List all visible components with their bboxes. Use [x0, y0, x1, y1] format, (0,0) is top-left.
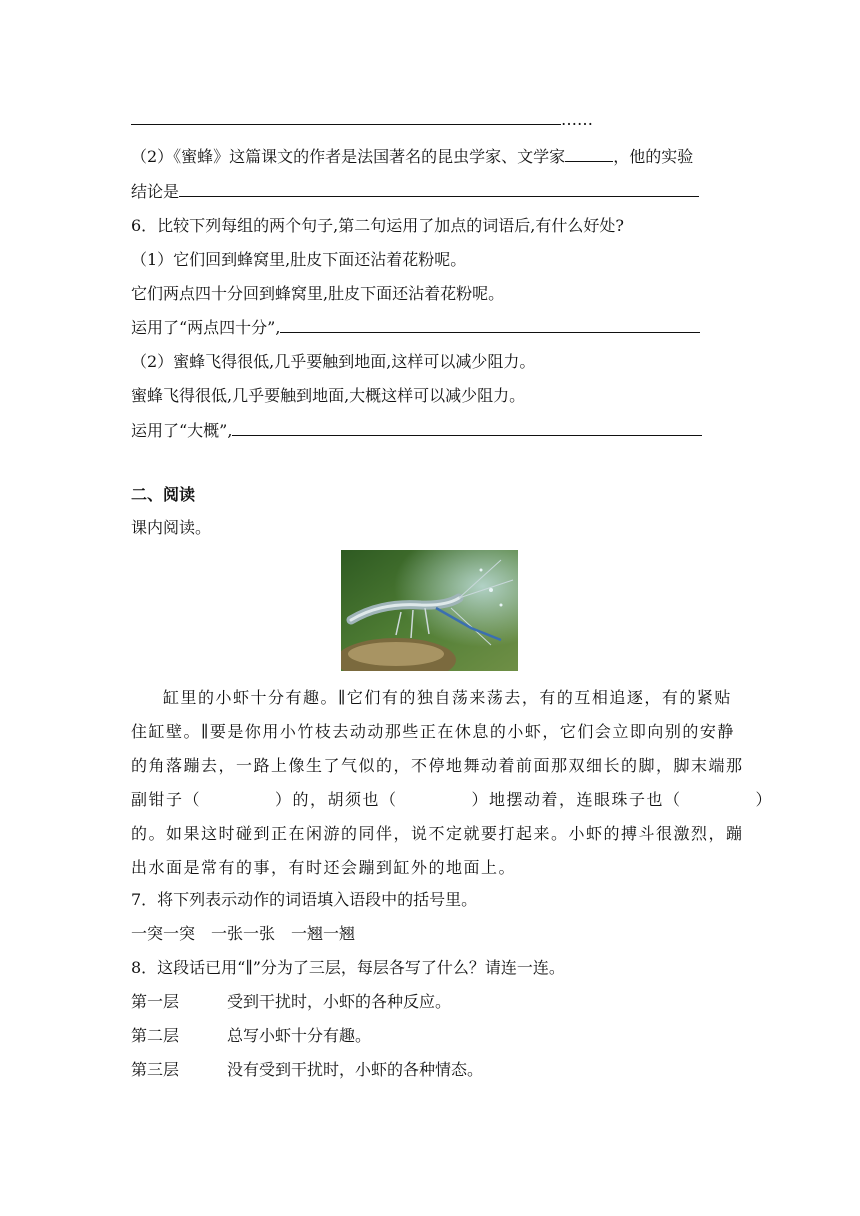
match-row-1: [131, 992, 451, 1012]
passage-line-6: 出水面是常有的事，有时还会蹦到缸外的地面上。: [131, 858, 517, 877]
answer-line-1: [131, 318, 700, 338]
answer-blank-2[interactable]: [232, 421, 702, 436]
layer-label-2[interactable]: 第二层: [131, 1026, 180, 1045]
match-row-3: [131, 1060, 483, 1080]
passage-line-2: 住缸壁。∥要是你用小竹枝去动动那些正在休息的小虾，它们会立即向别的安静: [131, 722, 735, 741]
ellipsis: ……: [561, 110, 593, 129]
section-2-subtitle: 课内阅读。: [131, 518, 212, 537]
conclusion-blank[interactable]: [179, 182, 699, 197]
conclusion-label: 结论是: [131, 182, 180, 201]
author-blank[interactable]: [565, 147, 613, 162]
answer-underline[interactable]: [131, 110, 561, 125]
sentence-1b: 它们两点四十分回到蜂窝里,肚皮下面还沾着花粉呢。: [131, 284, 505, 303]
question-8-title: 8．这段话已用“∥”分为了三层，每层各写了什么？请连一连。: [131, 958, 565, 977]
question-text: （2）《蜜蜂》这篇课文的作者是法国著名的昆虫学家、文学家: [131, 147, 566, 166]
passage-line-5: 的。如果这时碰到正在闲游的同伴，说不定就要打起来。小虾的搏斗很激烈，蹦: [131, 824, 744, 843]
sentence-2b: 蜜蜂飞得很低,几乎要触到地面,大概这样可以减少阻力。: [131, 386, 526, 405]
passage-line-1: 缸里的小虾十分有趣。∥它们有的独自荡来荡去，有的互相追逐，有的紧贴: [163, 688, 732, 707]
passage-text-d: ）: [755, 790, 774, 809]
question-7-words: 一突一突 一张一张 一翘一翘: [131, 924, 356, 943]
layer-desc-2[interactable]: 总写小虾十分有趣。: [227, 1026, 372, 1045]
layer-desc-3[interactable]: 没有受到干扰时，小虾的各种情态。: [227, 1060, 484, 1079]
layer-desc-1[interactable]: 受到干扰时，小虾的各种反应。: [227, 992, 452, 1011]
sentence-2a: （2）蜜蜂飞得很低,几乎要触到地面,这样可以减少阻力。: [131, 352, 536, 371]
section-2-title: 二、阅读: [131, 485, 196, 504]
shrimp-photo: [341, 550, 518, 671]
question-text-end: ，他的实验: [613, 147, 694, 166]
question-7-title: 7．将下列表示动作的词语填入语段中的括号里。: [131, 890, 478, 909]
answer-blank-1[interactable]: [280, 318, 700, 333]
question-5-2: [131, 147, 693, 167]
sentence-1a: （1）它们回到蜂窝里,肚皮下面还沾着花粉呢。: [131, 250, 467, 269]
question-6-title: 6．比较下列每组的两个句子,第二句运用了加点的词语后,有什么好处?: [131, 216, 624, 235]
layer-label-1[interactable]: 第一层: [131, 992, 180, 1011]
answer-label-2: 运用了“大概”,: [131, 421, 233, 440]
answer-label-1: 运用了“两点四十分”,: [131, 318, 281, 337]
passage-line-3: 的角落蹦去，一路上像生了气似的，不停地舞动着前面那双细长的脚，脚末端那: [131, 756, 744, 775]
layer-label-3[interactable]: 第三层: [131, 1060, 180, 1079]
match-row-2: [131, 1026, 371, 1046]
passage-text-c: ）地摆动着，连眼珠子也（: [471, 790, 682, 809]
question-5-2-conclusion: [131, 182, 699, 202]
passage-text-a: 副钳子（: [131, 790, 202, 809]
passage-text-b: ）的，胡须也（: [275, 790, 398, 809]
answer-line-2: [131, 421, 702, 441]
answer-line-top: [131, 110, 593, 130]
passage-line-4: [131, 790, 773, 810]
